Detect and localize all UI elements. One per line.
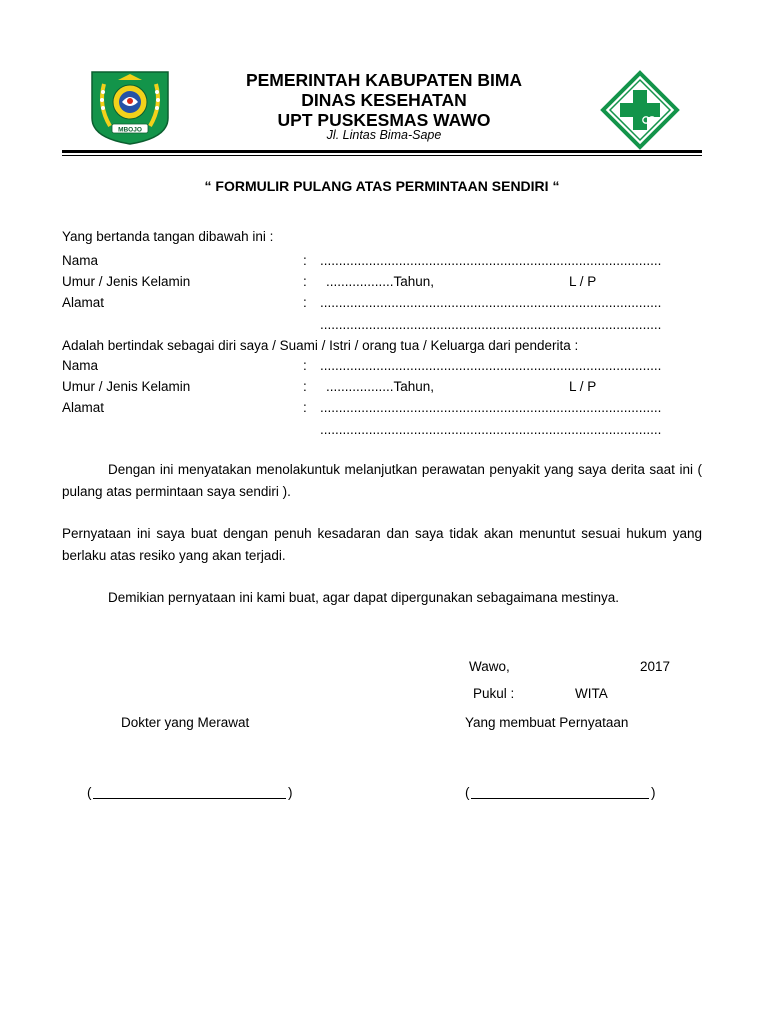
header-divider-thick <box>62 150 702 153</box>
intro-text: Yang bertanda tangan dibawah ini : <box>62 229 274 244</box>
address-label-2: Alamat <box>62 400 105 415</box>
colon-address-1: : <box>303 295 307 310</box>
doctor-paren-close: ) <box>288 785 293 800</box>
colon-address-2: : <box>303 400 307 415</box>
colon-age-2: : <box>303 379 307 394</box>
name-label-1: Nama <box>62 253 99 268</box>
time-label: Pukul : <box>473 686 515 701</box>
doctor-paren-open: ( <box>87 785 92 800</box>
address-label-1: Alamat <box>62 295 105 310</box>
time-zone-label: WITA <box>575 686 608 701</box>
header-government: PEMERINTAH KABUPATEN BIMA <box>245 70 523 90</box>
name-field-1[interactable]: ........................................................................................... <box>320 253 662 268</box>
doctor-signature-line[interactable] <box>93 786 286 799</box>
age-gender-label-2: Umur / Jenis Kelamin <box>62 379 191 394</box>
age-field-1[interactable]: ..................Tahun, <box>326 274 435 289</box>
header-divider-thin <box>62 155 702 156</box>
age-field-2[interactable]: ..................Tahun, <box>326 379 435 394</box>
address-field-2b[interactable]: ........................................................................................... <box>320 422 662 437</box>
svg-text:MBOJO: MBOJO <box>118 126 142 134</box>
header-puskesmas: UPT PUSKESMAS WAWO <box>277 110 491 130</box>
colon-name-1: : <box>303 253 307 268</box>
header-department: DINAS KESEHATAN <box>301 90 467 110</box>
gender-field-2[interactable]: L / P <box>569 379 597 394</box>
address-field-1a[interactable]: ........................................................................................... <box>320 295 662 310</box>
name-field-2[interactable]: ........................................................................................... <box>320 358 662 373</box>
statement-refusal: Dengan ini menyatakan menolakuntuk melanjutkan perawatan penyakit yang saya derita saat ini ( pulang atas permintaan saya sendiri ). <box>62 462 702 499</box>
year-label: 2017 <box>640 659 671 674</box>
declarant-paren-open: ( <box>465 785 470 800</box>
doctor-label: Dokter yang Merawat <box>121 715 250 730</box>
declarant-paren-close: ) <box>651 785 656 800</box>
representing-text: Adalah bertindak sebagai diri saya / Suami / Istri / orang tua / Keluarga dari penderita : <box>62 338 579 353</box>
address-field-2a[interactable]: ........................................................................................... <box>320 400 662 415</box>
declarant-label: Yang membuat Pernyataan <box>465 715 629 730</box>
age-gender-label-1: Umur / Jenis Kelamin <box>62 274 191 289</box>
colon-name-2: : <box>303 358 307 373</box>
address-field-1b[interactable]: ........................................................................................... <box>320 317 662 332</box>
colon-age-1: : <box>303 274 307 289</box>
declarant-signature-line[interactable] <box>471 786 649 799</box>
statement-awareness: Pernyataan ini saya buat dengan penuh kesadaran dan saya tidak akan menuntut sesuai hukum yang berlaku atas resiko yang akan terjadi. <box>62 526 702 563</box>
gender-field-1[interactable]: L / P <box>569 274 597 289</box>
form-title: “ FORMULIR PULANG ATAS PERMINTAAN SENDIRI “ <box>204 178 560 194</box>
puskesmas-logo-icon <box>600 70 680 150</box>
kabupaten-bima-crest-icon <box>90 70 170 146</box>
place-label: Wawo, <box>469 659 510 674</box>
name-label-2: Nama <box>62 358 99 373</box>
header-address: Jl. Lintas Bima-Sape <box>326 128 442 142</box>
closing-statement: Demikian pernyataan ini kami buat, agar dapat dipergunakan sebagaimana mestinya. <box>108 590 620 605</box>
